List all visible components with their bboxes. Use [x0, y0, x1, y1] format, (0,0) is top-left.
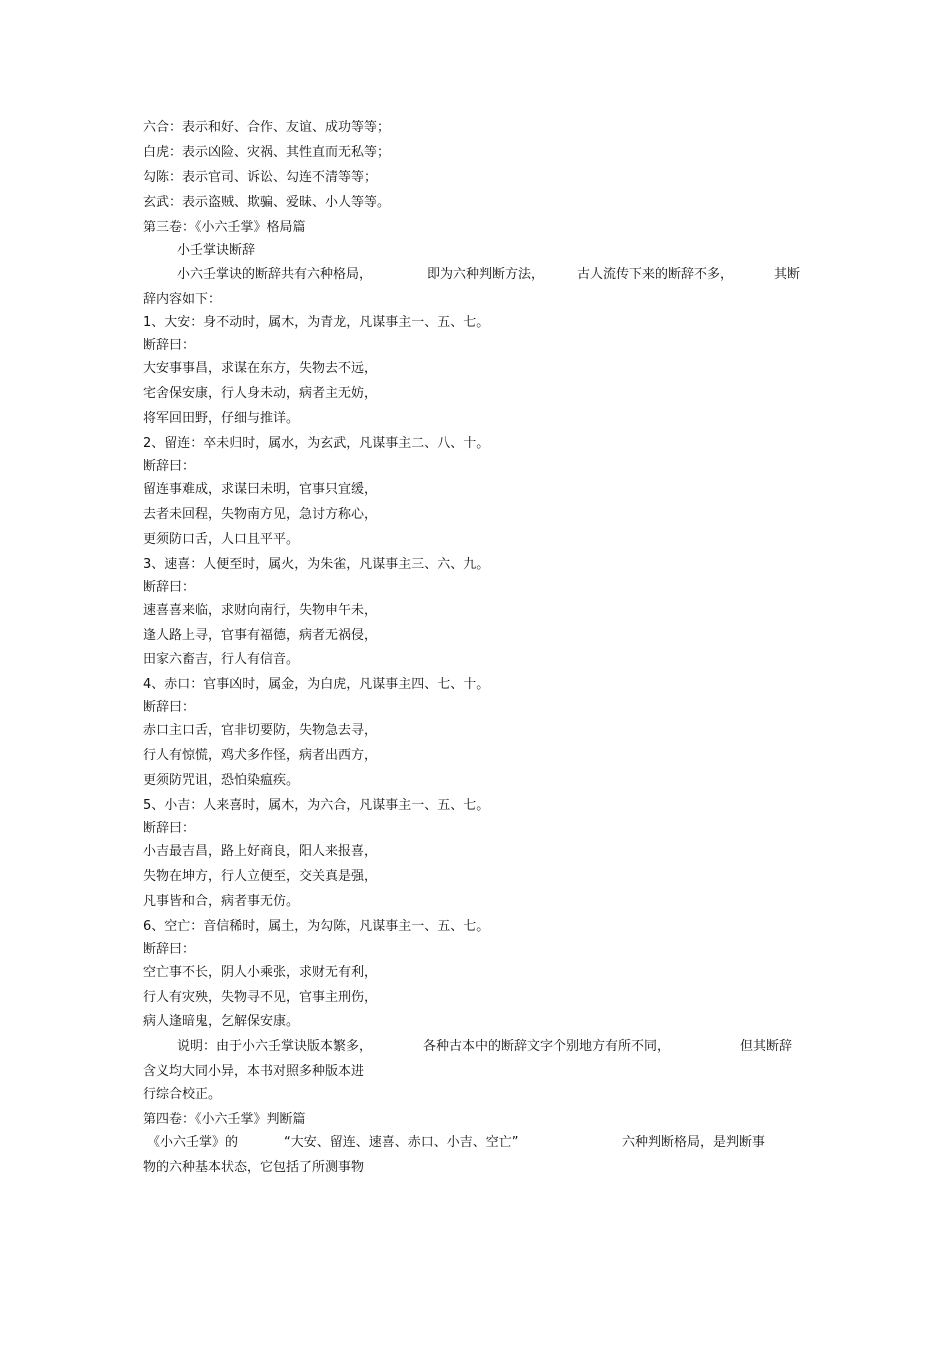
paragraph-2-line-1: [143, 1131, 808, 1156]
volume-4-title: 第四卷：《小六壬掌》判断篇: [143, 1112, 306, 1128]
verse-line: 逢人路上寻，官事有福德，病者无祸侵，: [143, 627, 378, 643]
paragraph-2-segment: 《小六壬掌》的: [147, 1135, 239, 1151]
paragraph-1-line-1: [143, 263, 808, 288]
paragraph-2-segment: “大安、留连、速喜、赤口、小吉、空亡”: [284, 1135, 519, 1151]
note-line-1: [143, 1035, 808, 1060]
verse-line: 更须防口舌，人口且平平。: [143, 531, 300, 547]
section-kong-wang: [143, 915, 808, 1036]
section-heading: 1、大安：身不动时，属木，为青龙，凡谋事主一、五、七。: [143, 315, 490, 331]
verdict-label: 断辞曰：: [143, 941, 196, 957]
verdict-label: 断辞曰：: [143, 579, 196, 595]
intro-line: 玄武：表示盗贼、欺骗、爱昧、小人等等。: [143, 194, 391, 210]
section-heading: 6、空亡：音信稀时，属土，为勾陈，凡谋事主一、五、七。: [143, 918, 490, 934]
note-segment: 说明：由于小六壬掌诀版本繁多，: [177, 1039, 373, 1055]
section-su-xi: [143, 553, 808, 674]
intro-line: 六合：表示和好、合作、友谊、成功等等；: [143, 120, 391, 135]
verse-line: 留连事难成，求谋曰未明，官事只宜缓，: [143, 482, 378, 498]
paragraph-2-line-2: 物的六种基本状态，它包括了所测事物: [143, 1160, 365, 1176]
verse-line: 将军回田野，仔细与推详。: [143, 411, 300, 427]
note-line-2: 含义均大同小异，本书对照多种版本进: [143, 1064, 365, 1080]
verse-line: 速喜喜来临，求财向南行，失物申午未，: [143, 602, 378, 618]
paragraph-1-line-2: 辞内容如下：: [143, 292, 222, 308]
section-heading: 2、留连：卒未归时，属水，为玄武，凡谋事主二、八、十。: [143, 436, 490, 452]
intro-line: 白虎：表示凶险、灾祸、其性直而无私等；: [143, 144, 391, 160]
verse-line: 失物在坤方，行人立便至，交关真是强，: [143, 868, 378, 884]
verse-line: 更须防咒诅，恐怕染瘟疾。: [143, 773, 300, 789]
section-heading: 4、赤口：官事凶时，属金，为白虎，凡谋事主四、七、十。: [143, 677, 490, 693]
paragraph-1-segment: 古人流传下来的断辞不多，: [577, 267, 734, 283]
section-liu-lian: [143, 432, 808, 553]
verse-line: 大安事事昌，求谋在东方，失物去不远，: [143, 361, 378, 377]
verse-line: 凡事皆和合，病者事无仿。: [143, 893, 300, 909]
paragraph-1-segment: 小六壬掌诀的断辞共有六种格局，: [177, 267, 373, 283]
verse-line: 病人逢暗鬼，乞解保安康。: [143, 1014, 300, 1030]
verdict-label: 断辞曰：: [143, 459, 196, 475]
verse-line: 田家六畜吉，行人有信音。: [143, 652, 300, 668]
verse-line: 行人有惊慌，鸡犬多作怪，病者出西方，: [143, 748, 378, 764]
section-da-an: [143, 311, 808, 432]
section-xiao-ji: [143, 794, 808, 915]
paragraph-1-segment: 其断: [774, 267, 801, 283]
note-line-3: 行综合校正。: [143, 1087, 222, 1103]
verse-line: 行人有灾殃，失物寻不见，官事主刑伤，: [143, 989, 378, 1005]
verse-line: 赤口主口舌，官非切要防，失物急去寻，: [143, 723, 378, 739]
section-heading: 3、速喜：人便至时，属火，为朱雀，凡谋事主三、六、九。: [143, 556, 490, 572]
verse-line: 空亡事不长，阴人小乘张，求财无有利，: [143, 964, 378, 980]
intro-line: 勾陈：表示官司、诉讼、勾连不清等等；: [143, 169, 378, 185]
paragraph-1-segment: 即为六种判断方法，: [427, 267, 545, 283]
paragraph-2-segment: 六种判断格局，是判断事: [622, 1135, 766, 1151]
verdict-label: 断辞曰：: [143, 700, 196, 716]
section-subtitle: 小壬掌诀断辞: [177, 242, 256, 258]
note-segment: 各种古本中的断辞文字个别地方有所不同，: [423, 1039, 671, 1055]
verdict-label: 断辞曰：: [143, 821, 196, 837]
section-heading: 5、小吉：人来喜时，属木，为六合，凡谋事主一、五、七。: [143, 798, 490, 814]
section-chi-kou: [143, 673, 808, 794]
verse-line: 宅舍保安康，行人身未动，病者主无妨，: [143, 386, 378, 402]
verse-line: 去者未回程，失物南方见，急讨方称心，: [143, 506, 378, 522]
document-body: [143, 116, 808, 1179]
note-segment: 但其断辞: [740, 1039, 793, 1055]
verdict-label: 断辞曰：: [143, 338, 196, 354]
volume-3-title: 第三卷：《小六壬掌》格局篇: [143, 219, 306, 235]
verse-line: 小吉最吉昌，路上好商良，阳人来报喜，: [143, 844, 378, 860]
